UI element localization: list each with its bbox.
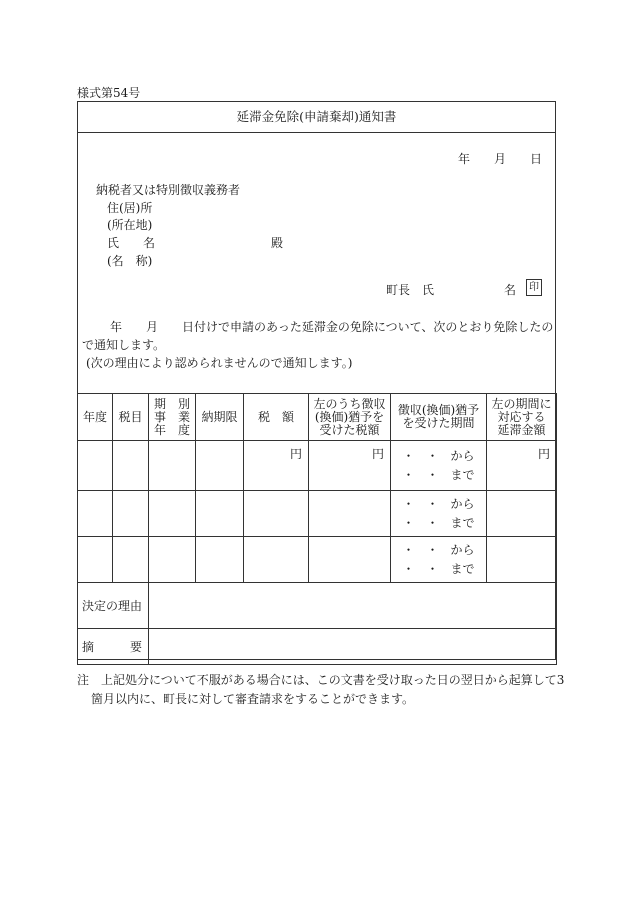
table-row [78, 441, 557, 491]
message-line-3: (次の理由により認められませんので通知します。) [86, 356, 353, 370]
header-period: 期 別 事 業 年 度 [149, 394, 196, 441]
issuer-mayor: 町長 氏 [386, 283, 435, 297]
suspension-period-cell: ・ ・ から ・ ・ まで [391, 491, 487, 537]
form-number: 様式第54号 [77, 86, 141, 100]
document-title: 延滞金免除(申請棄却)通知書 [78, 102, 555, 133]
note-line-2: 箇月以内に、町長に対して審査請求をすることができます。 [91, 692, 415, 706]
table-row [78, 537, 557, 583]
note-line-1: 注 上記処分について不服がある場合には、この文書を受け取った日の翌日から起算して3 [77, 673, 565, 687]
reason-field [149, 583, 557, 629]
header-tax-amount: 税 額 [244, 394, 309, 441]
table-header-row [78, 394, 557, 441]
addressee-name-alt: (名 称) [107, 254, 153, 268]
date-month: 月 [494, 152, 507, 166]
header-fiscal-year: 年度 [78, 394, 113, 441]
addressee-residence: 住(居)所 [107, 201, 153, 215]
seal-mark: 印 [526, 279, 542, 296]
addressee-name-label: 氏 名 [107, 236, 156, 250]
yen-unit: 円 [487, 441, 557, 491]
date-day: 日 [530, 152, 543, 166]
issuer-name-label: 名 [504, 283, 517, 297]
addressee-location: (所在地) [107, 218, 153, 232]
header-tax-item: 税目 [113, 394, 149, 441]
header-suspension-period: 徴収(換価)猶予 を受けた期間 [391, 394, 487, 441]
suspension-period-cell: ・ ・ から ・ ・ まで [391, 441, 487, 491]
summary-row [78, 629, 557, 665]
addressee-heading: 納税者又は特別徴収義務者 [96, 183, 241, 197]
message-line-2: で通知します。 [82, 338, 166, 352]
header-delinquency-charge: 左の期間に 対応する 延滞金額 [487, 394, 557, 441]
yen-unit: 円 [244, 441, 309, 491]
tax-detail-table [77, 393, 557, 665]
reason-label: 決定の理由 [78, 583, 149, 629]
suspension-period-cell: ・ ・ から ・ ・ まで [391, 537, 487, 583]
message-line-1: 年 月 日付けで申請のあった延滞金の免除について、次のとおり免除したの [86, 320, 554, 334]
yen-unit: 円 [309, 441, 391, 491]
date-year: 年 [458, 152, 471, 166]
header-due-date: 納期限 [196, 394, 244, 441]
header-collection-suspension: 左のうち徴収 (換価)猶予を 受けた税額 [309, 394, 391, 441]
table-row [78, 491, 557, 537]
addressee-honorific: 殿 [271, 236, 284, 250]
summary-label: 摘 要 [78, 629, 149, 665]
summary-field [149, 629, 557, 665]
reason-row [78, 583, 557, 629]
